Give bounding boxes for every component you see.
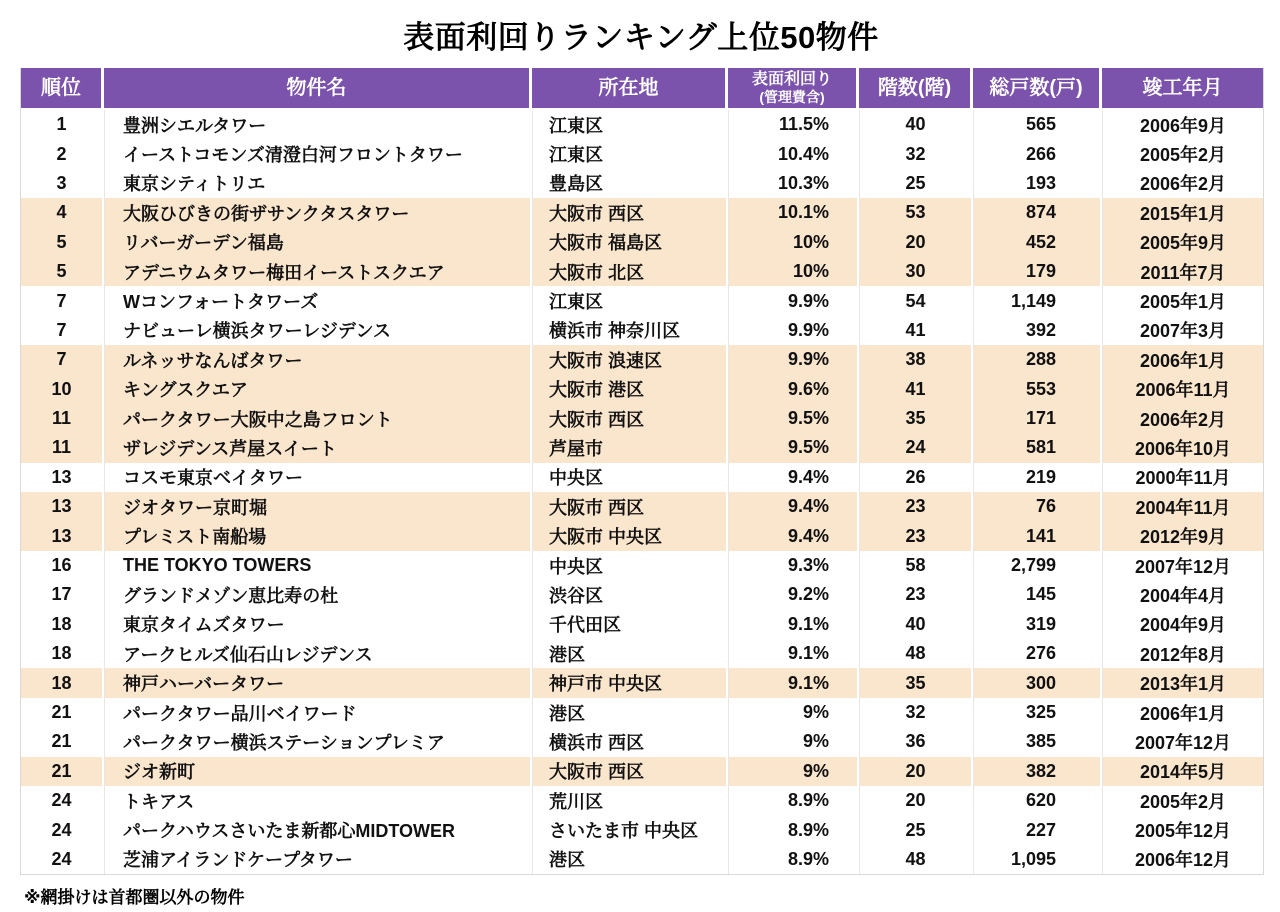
units-cell: 227 — [973, 815, 1102, 844]
yield-cell: 10% — [728, 228, 859, 257]
property-name-cell: ルネッサなんばタワー — [104, 345, 532, 374]
units-cell: 1,095 — [973, 845, 1102, 874]
floors-cell: 24 — [859, 433, 973, 462]
completed-cell: 2006年1月 — [1102, 698, 1263, 727]
yield-cell: 10.1% — [728, 198, 859, 227]
location-cell: 大阪市 港区 — [532, 375, 728, 404]
table-row — [21, 139, 1263, 168]
completed-cell: 2011年7月 — [1102, 257, 1263, 286]
rank-cell: 3 — [21, 169, 104, 198]
floors-cell: 58 — [859, 551, 973, 580]
location-cell: 港区 — [532, 639, 728, 668]
floors-cell: 20 — [859, 757, 973, 786]
rank-cell: 7 — [21, 316, 104, 345]
table-row — [21, 345, 1263, 374]
floors-cell: 53 — [859, 198, 973, 227]
floors-cell: 36 — [859, 727, 973, 756]
table-row — [21, 433, 1263, 462]
floors-cell: 48 — [859, 639, 973, 668]
yield-cell: 9.9% — [728, 345, 859, 374]
table-row — [21, 668, 1263, 697]
property-name-cell: 神戸ハーバータワー — [104, 668, 532, 697]
units-cell: 392 — [973, 316, 1102, 345]
completed-cell: 2014年5月 — [1102, 757, 1263, 786]
property-name-cell: キングスクエア — [104, 375, 532, 404]
table-row — [21, 492, 1263, 521]
table-row — [21, 610, 1263, 639]
floors-cell: 32 — [859, 698, 973, 727]
header-yield-sublabel: (管理費含) — [759, 88, 825, 105]
property-name-cell: 芝浦アイランドケープタワー — [104, 845, 532, 874]
table-row — [21, 375, 1263, 404]
table-row — [21, 198, 1263, 227]
location-cell: 横浜市 神奈川区 — [532, 316, 728, 345]
rank-cell: 24 — [21, 845, 104, 874]
property-name-cell: リバーガーデン福島 — [104, 228, 532, 257]
table-row — [21, 580, 1263, 609]
rank-cell: 16 — [21, 551, 104, 580]
table-row — [21, 757, 1263, 786]
completed-cell: 2006年2月 — [1102, 169, 1263, 198]
yield-cell: 9.1% — [728, 639, 859, 668]
header-floors: 階数(階) — [859, 68, 973, 110]
rank-cell: 13 — [21, 492, 104, 521]
completed-cell: 2005年2月 — [1102, 786, 1263, 815]
yield-cell: 9.4% — [728, 521, 859, 550]
rank-cell: 24 — [21, 815, 104, 844]
completed-cell: 2006年12月 — [1102, 845, 1263, 874]
units-cell: 193 — [973, 169, 1102, 198]
completed-cell: 2006年10月 — [1102, 433, 1263, 462]
units-cell: 179 — [973, 257, 1102, 286]
header-row — [21, 68, 1263, 110]
units-cell: 300 — [973, 668, 1102, 697]
completed-cell: 2006年9月 — [1102, 110, 1263, 139]
floors-cell: 23 — [859, 580, 973, 609]
yield-cell: 9.9% — [728, 316, 859, 345]
yield-cell: 9.3% — [728, 551, 859, 580]
table-row — [21, 257, 1263, 286]
rank-cell: 7 — [21, 286, 104, 315]
property-name-cell: ザレジデンス芦屋スイート — [104, 433, 532, 462]
location-cell: 大阪市 北区 — [532, 257, 728, 286]
completed-cell: 2004年9月 — [1102, 610, 1263, 639]
floors-cell: 54 — [859, 286, 973, 315]
floors-cell: 41 — [859, 316, 973, 345]
floors-cell: 40 — [859, 110, 973, 139]
property-name-cell: 東京シティトリエ — [104, 169, 532, 198]
units-cell: 382 — [973, 757, 1102, 786]
rank-cell: 2 — [21, 139, 104, 168]
property-name-cell: ナビューレ横浜タワーレジデンス — [104, 316, 532, 345]
yield-cell: 9.6% — [728, 375, 859, 404]
completed-cell: 2005年9月 — [1102, 228, 1263, 257]
rank-cell: 21 — [21, 727, 104, 756]
floors-cell: 48 — [859, 845, 973, 874]
yield-cell: 8.9% — [728, 845, 859, 874]
units-cell: 276 — [973, 639, 1102, 668]
header-location: 所在地 — [532, 68, 728, 110]
floors-cell: 20 — [859, 786, 973, 815]
yield-cell: 8.9% — [728, 786, 859, 815]
yield-cell: 9.1% — [728, 668, 859, 697]
table-header — [21, 68, 1263, 110]
location-cell: 大阪市 西区 — [532, 404, 728, 433]
completed-cell: 2006年1月 — [1102, 345, 1263, 374]
location-cell: 大阪市 西区 — [532, 198, 728, 227]
units-cell: 325 — [973, 698, 1102, 727]
yield-cell: 10.4% — [728, 139, 859, 168]
completed-cell: 2004年4月 — [1102, 580, 1263, 609]
location-cell: 大阪市 福島区 — [532, 228, 728, 257]
units-cell: 452 — [973, 228, 1102, 257]
location-cell: 大阪市 浪速区 — [532, 345, 728, 374]
table-row — [21, 228, 1263, 257]
floors-cell: 32 — [859, 139, 973, 168]
rank-cell: 5 — [21, 228, 104, 257]
property-name-cell: 大阪ひびきの街ザサンクタスタワー — [104, 198, 532, 227]
property-name-cell: ジオタワー京町堀 — [104, 492, 532, 521]
table-row — [21, 316, 1263, 345]
completed-cell: 2015年1月 — [1102, 198, 1263, 227]
yield-cell: 9.1% — [728, 610, 859, 639]
property-name-cell: グランドメゾン恵比寿の杜 — [104, 580, 532, 609]
yield-cell: 8.9% — [728, 815, 859, 844]
rank-cell: 17 — [21, 580, 104, 609]
rank-cell: 7 — [21, 345, 104, 374]
completed-cell: 2007年12月 — [1102, 727, 1263, 756]
header-property-name: 物件名 — [104, 68, 532, 110]
rank-cell: 13 — [21, 521, 104, 550]
rank-cell: 4 — [21, 198, 104, 227]
header-yield — [728, 68, 859, 110]
table-row — [21, 110, 1263, 139]
units-cell: 141 — [973, 521, 1102, 550]
location-cell: 芦屋市 — [532, 433, 728, 462]
yield-cell: 9.2% — [728, 580, 859, 609]
yield-cell: 9.4% — [728, 492, 859, 521]
units-cell: 553 — [973, 375, 1102, 404]
floors-cell: 23 — [859, 492, 973, 521]
completed-cell: 2005年1月 — [1102, 286, 1263, 315]
table-row — [21, 169, 1263, 198]
yield-cell: 11.5% — [728, 110, 859, 139]
completed-cell: 2007年12月 — [1102, 551, 1263, 580]
floors-cell: 20 — [859, 228, 973, 257]
completed-cell: 2000年11月 — [1102, 463, 1263, 492]
completed-cell: 2012年8月 — [1102, 639, 1263, 668]
rank-cell: 18 — [21, 639, 104, 668]
floors-cell: 26 — [859, 463, 973, 492]
units-cell: 266 — [973, 139, 1102, 168]
location-cell: 大阪市 西区 — [532, 757, 728, 786]
floors-cell: 40 — [859, 610, 973, 639]
property-name-cell: 豊洲シエルタワー — [104, 110, 532, 139]
rank-cell: 5 — [21, 257, 104, 286]
table-row — [21, 815, 1263, 844]
table-row — [21, 463, 1263, 492]
location-cell: 豊島区 — [532, 169, 728, 198]
units-cell: 581 — [973, 433, 1102, 462]
table-row — [21, 404, 1263, 433]
yield-cell: 9% — [728, 727, 859, 756]
floors-cell: 35 — [859, 668, 973, 697]
table-row — [21, 521, 1263, 550]
header-rank: 順位 — [21, 68, 104, 110]
units-cell: 874 — [973, 198, 1102, 227]
yield-cell: 9.5% — [728, 433, 859, 462]
units-cell: 319 — [973, 610, 1102, 639]
units-cell: 1,149 — [973, 286, 1102, 315]
floors-cell: 25 — [859, 169, 973, 198]
location-cell: 江東区 — [532, 139, 728, 168]
table-body — [21, 110, 1263, 874]
table-row — [21, 286, 1263, 315]
property-name-cell: アークヒルズ仙石山レジデンス — [104, 639, 532, 668]
page-title: 表面利回りランキング上位50物件 — [403, 20, 879, 55]
property-name-cell: プレミスト南船場 — [104, 521, 532, 550]
rank-cell: 18 — [21, 668, 104, 697]
yield-cell: 9.4% — [728, 463, 859, 492]
table-row — [21, 551, 1263, 580]
location-cell: 大阪市 西区 — [532, 492, 728, 521]
completed-cell: 2006年11月 — [1102, 375, 1263, 404]
completed-cell: 2006年2月 — [1102, 404, 1263, 433]
property-name-cell: パークハウスさいたま新都心MIDTOWER — [104, 815, 532, 844]
property-name-cell: パークタワー品川ベイワード — [104, 698, 532, 727]
floors-cell: 41 — [859, 375, 973, 404]
property-name-cell: コスモ東京ベイタワー — [104, 463, 532, 492]
location-cell: 江東区 — [532, 110, 728, 139]
units-cell: 288 — [973, 345, 1102, 374]
location-cell: 中央区 — [532, 463, 728, 492]
units-cell: 385 — [973, 727, 1102, 756]
ranking-table — [20, 68, 1264, 875]
yield-cell: 9% — [728, 757, 859, 786]
completed-cell: 2005年2月 — [1102, 139, 1263, 168]
units-cell: 76 — [973, 492, 1102, 521]
floors-cell: 23 — [859, 521, 973, 550]
location-cell: 千代田区 — [532, 610, 728, 639]
yield-cell: 10.3% — [728, 169, 859, 198]
property-name-cell: トキアス — [104, 786, 532, 815]
units-cell: 171 — [973, 404, 1102, 433]
table-row — [21, 727, 1263, 756]
rank-cell: 21 — [21, 757, 104, 786]
property-name-cell: THE TOKYO TOWERS — [104, 551, 532, 580]
location-cell: 横浜市 西区 — [532, 727, 728, 756]
property-name-cell: イーストコモンズ清澄白河フロントタワー — [104, 139, 532, 168]
rank-cell: 21 — [21, 698, 104, 727]
location-cell: 江東区 — [532, 286, 728, 315]
header-units: 総戸数(戸) — [973, 68, 1102, 110]
location-cell: 神戸市 中央区 — [532, 668, 728, 697]
header-completed: 竣工年月 — [1102, 68, 1263, 110]
rank-cell: 11 — [21, 433, 104, 462]
yield-cell: 10% — [728, 257, 859, 286]
yield-cell: 9.5% — [728, 404, 859, 433]
rank-cell: 13 — [21, 463, 104, 492]
table-row — [21, 845, 1263, 874]
floors-cell: 35 — [859, 404, 973, 433]
location-cell: 荒川区 — [532, 786, 728, 815]
property-name-cell: 東京タイムズタワー — [104, 610, 532, 639]
units-cell: 145 — [973, 580, 1102, 609]
completed-cell: 2004年11月 — [1102, 492, 1263, 521]
location-cell: 大阪市 中央区 — [532, 521, 728, 550]
location-cell: 渋谷区 — [532, 580, 728, 609]
property-name-cell: ジオ新町 — [104, 757, 532, 786]
floors-cell: 25 — [859, 815, 973, 844]
rank-cell: 18 — [21, 610, 104, 639]
completed-cell: 2013年1月 — [1102, 668, 1263, 697]
rank-cell: 10 — [21, 375, 104, 404]
table-row — [21, 639, 1263, 668]
floors-cell: 30 — [859, 257, 973, 286]
location-cell: 港区 — [532, 845, 728, 874]
property-name-cell: Wコンフォートタワーズ — [104, 286, 532, 315]
units-cell: 565 — [973, 110, 1102, 139]
units-cell: 219 — [973, 463, 1102, 492]
completed-cell: 2012年9月 — [1102, 521, 1263, 550]
footnote: ※網掛けは首都圏以外の物件 — [24, 888, 245, 908]
completed-cell: 2005年12月 — [1102, 815, 1263, 844]
property-name-cell: パークタワー横浜ステーションプレミア — [104, 727, 532, 756]
location-cell: 港区 — [532, 698, 728, 727]
rank-cell: 24 — [21, 786, 104, 815]
property-name-cell: アデニウムタワー梅田イーストスクエア — [104, 257, 532, 286]
rank-cell: 1 — [21, 110, 104, 139]
units-cell: 620 — [973, 786, 1102, 815]
yield-cell: 9.9% — [728, 286, 859, 315]
header-yield-label: 表面利回り — [751, 71, 832, 88]
units-cell: 2,799 — [973, 551, 1102, 580]
table-row — [21, 698, 1263, 727]
location-cell: さいたま市 中央区 — [532, 815, 728, 844]
completed-cell: 2007年3月 — [1102, 316, 1263, 345]
rank-cell: 11 — [21, 404, 104, 433]
yield-cell: 9% — [728, 698, 859, 727]
property-name-cell: パークタワー大阪中之島フロント — [104, 404, 532, 433]
floors-cell: 38 — [859, 345, 973, 374]
table-row — [21, 786, 1263, 815]
location-cell: 中央区 — [532, 551, 728, 580]
